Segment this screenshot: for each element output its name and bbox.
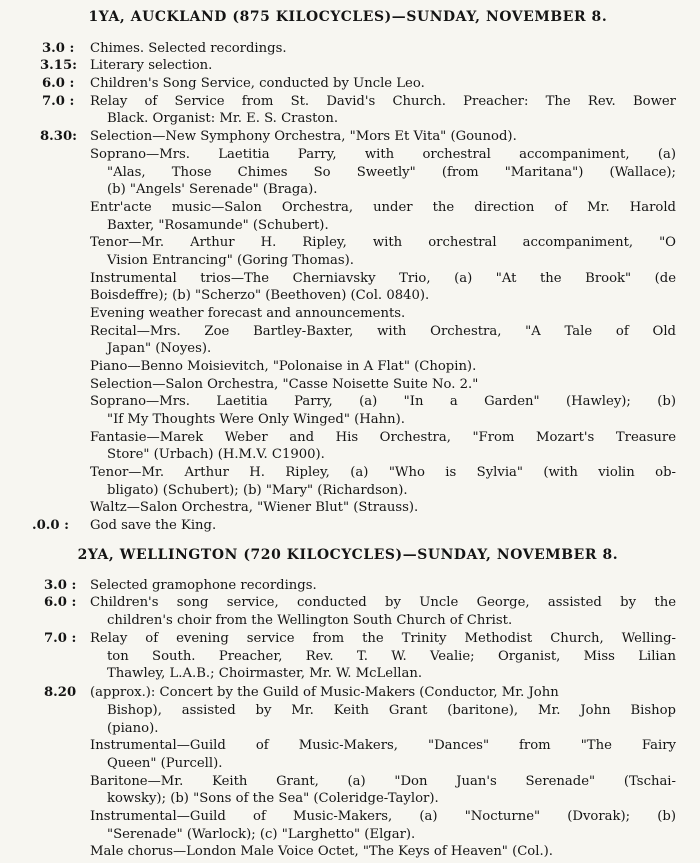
- programme-line: (piano).: [107, 721, 159, 736]
- programme-line: Recital—Mrs. Zoe Bartley-Baxter, with Orchestra, "A Tale of Old: [90, 324, 676, 339]
- programme-line: Selection—Salon Orchestra, "Casse Noisette Suite No. 2.": [90, 377, 479, 392]
- time-label: 7.0 :: [44, 631, 77, 646]
- programme-line: God save the King.: [90, 518, 217, 533]
- programme-line: Soprano—Mrs. Laetitia Parry, with orchestral accompaniment, (a): [90, 147, 676, 162]
- programme-line: (b) "Angels' Serenade" (Braga).: [107, 182, 318, 197]
- programme-line: Waltz—Salon Orchestra, "Wiener Blut" (Strauss).: [90, 500, 419, 515]
- programme-line: Literary selection.: [90, 58, 213, 73]
- programme-line: Selection—New Symphony Orchestra, "Mors Et Vita" (Gounod).: [90, 129, 517, 144]
- section-heading-1ya: 1YA, AUCKLAND (875 KILOCYCLES)—SUNDAY, NOVEMBER 8.: [88, 9, 608, 25]
- programme-line: children's choir from the Wellington South Church of Christ.: [107, 613, 513, 628]
- time-label: 8.20: [44, 685, 77, 700]
- programme-line: "Serenade" (Warlock); (c) "Larghetto" (Elgar).: [107, 827, 416, 842]
- programme-line: Male chorus—London Male Voice Octet, "The Keys of Heaven" (Col.).: [90, 844, 553, 859]
- programme-line: Instrumental trios—The Cherniavsky Trio, (a) "At the Brook" (de: [90, 271, 676, 286]
- programme-line: Baxter, "Rosamunde" (Schubert).: [107, 218, 329, 233]
- programme-line: Soprano—Mrs. Laetitia Parry, (a) "In a Garden" (Hawley); (b): [90, 394, 676, 409]
- programme-line: Store" (Urbach) (H.M.V. C1900).: [107, 447, 325, 462]
- section-heading-2ya: 2YA, WELLINGTON (720 KILOCYCLES)—SUNDAY, NOVEMBER 8.: [77, 547, 619, 563]
- programme-line: Tenor—Mr. Arthur H. Ripley, (a) "Who is Sylvia" (with violin ob-: [90, 465, 676, 480]
- programme-line: "If My Thoughts Were Only Winged" (Hahn).: [107, 412, 405, 427]
- programme-line: Instrumental—Guild of Music-Makers, "Dances" from "The Fairy: [90, 738, 676, 753]
- programme-line: Baritone—Mr. Keith Grant, (a) "Don Juan's Serenade" (Tschai-: [90, 774, 676, 789]
- programme-line: Fantasie—Marek Weber and His Orchestra, "From Mozart's Treasure: [90, 430, 676, 445]
- programme-line: Selected gramophone recordings.: [90, 578, 317, 593]
- programme-line: Children's song service, conducted by Uncle George, assisted by the: [90, 595, 676, 610]
- time-label: 3.0 :: [44, 578, 77, 593]
- programme-line: Piano—Benno Moisievitch, "Polonaise in A Flat" (Chopin).: [90, 359, 477, 374]
- time-label: 6.0 :: [44, 595, 77, 610]
- time-label: 7.0 :: [42, 94, 75, 109]
- programme-line: Entr'acte music—Salon Orchestra, under the direction of Mr. Harold: [90, 200, 676, 215]
- time-label: 3.0 :: [42, 41, 75, 56]
- time-label: 3.15:: [40, 58, 77, 73]
- programme-line: Queen" (Purcell).: [107, 756, 223, 771]
- programme-line: Relay of Service from St. David's Church. Preacher: The Rev. Bower: [90, 94, 676, 109]
- programme-line: ton South. Preacher, Rev. T. W. Vealie; Organist, Miss Lilian: [107, 649, 676, 664]
- programme-line: Children's Song Service, conducted by Uncle Leo.: [90, 76, 425, 91]
- time-label: 8.30:: [40, 129, 77, 144]
- programme-line: "Alas, Those Chimes So Sweetly" (from "Maritana") (Wallace);: [107, 165, 676, 180]
- programme-line: (approx.): Concert by the Guild of Music-Makers (Conductor, Mr. John: [90, 685, 559, 700]
- time-label: 6.0 :: [42, 76, 75, 91]
- programme-line: Bishop), assisted by Mr. Keith Grant (baritone), Mr. John Bishop: [107, 703, 676, 718]
- programme-line: Thawley, L.A.B.; Choirmaster, Mr. W. McLellan.: [107, 666, 423, 681]
- programme-line: Relay of evening service from the Trinity Methodist Church, Welling-: [90, 631, 676, 646]
- programme-line: Black. Organist: Mr. E. S. Craston.: [107, 111, 339, 126]
- programme-line: Evening weather forecast and announcements.: [90, 306, 406, 321]
- programme-line: Chimes. Selected recordings.: [90, 41, 287, 56]
- programme-line: Instrumental—Guild of Music-Makers, (a) "Nocturne" (Dvorak); (b): [90, 809, 676, 824]
- programme-line: Vision Entrancing" (Goring Thomas).: [107, 253, 354, 268]
- programme-line: kowsky); (b) "Sons of the Sea" (Coleridge-Taylor).: [107, 791, 439, 806]
- programme-line: Tenor—Mr. Arthur H. Ripley, with orchestral accompaniment, "O: [90, 235, 676, 250]
- programme-line: Japan" (Noyes).: [107, 341, 212, 356]
- programme-line: Boisdeffre); (b) "Scherzo" (Beethoven) (Col. 0840).: [90, 288, 430, 303]
- programme-line: bligato) (Schubert); (b) "Mary" (Richardson).: [107, 483, 408, 498]
- time-label: .0.0 :: [32, 518, 69, 533]
